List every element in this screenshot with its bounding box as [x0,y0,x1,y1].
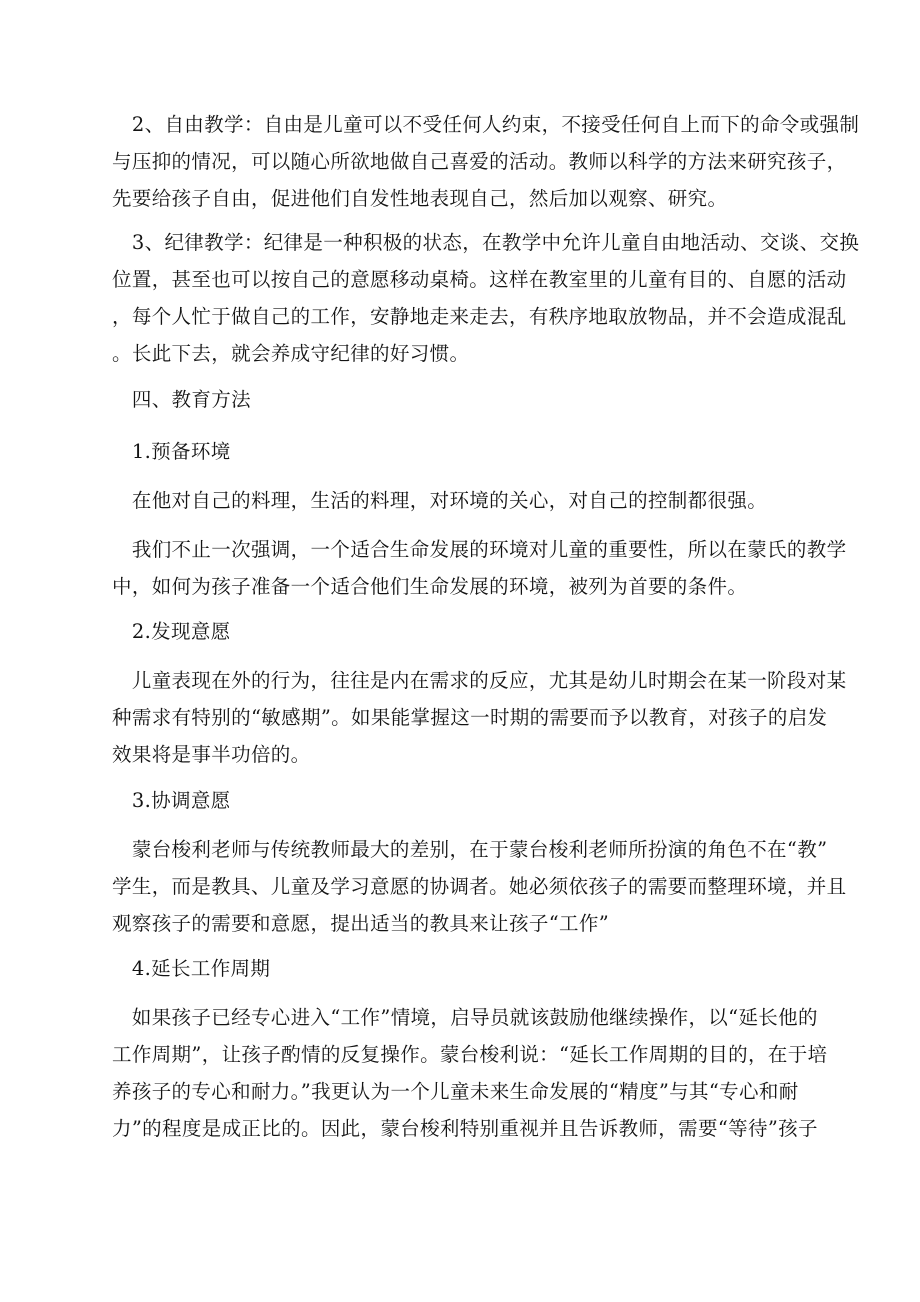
paragraph-environment-importance [112,531,847,605]
text-line: 工作周期”，让孩子酌情的反复操作。蒙台梭利说：“延长工作周期的目的，在于培 [112,1043,828,1066]
text-line: 与压抑的情况，可以随心所欲地做自己喜爱的活动。教师以科学的方法来研究孩子， [112,150,847,173]
paragraph-self-care [112,482,812,519]
text-line: 儿童表现在外的行为，往往是内在需求的反应，尤其是幼儿时期会在某一阶段对某 [112,669,847,692]
text-line: 2.发现意愿 [112,620,231,643]
text-line: 中，如何为孩子准备一个适合他们生命发展的环境，被列为首要的条件。 [112,575,748,598]
subheading-coordinate-willingness [112,782,812,819]
subheading-prepared-environment [112,433,812,470]
text-line: ，每个人忙于做自己的工作，安静地走来走去，有秩序地取放物品，并不会造成混乱 [112,305,847,328]
subheading-extend-work-cycle [112,950,812,987]
text-line: 1.预备环境 [112,440,231,463]
text-line: 效果将是事半功倍的。 [112,743,311,766]
subheading-discover-willingness [112,613,812,650]
text-line: 蒙台梭利老师与传统教师最大的差别，在于蒙台梭利老师所扮演的角色不在“教” [112,838,828,861]
text-line: 种需求有特别的“敏感期”。如果能掌握这一时期的需要而予以教育，对孩子的启发 [112,706,828,729]
text-line: 学生，而是教具、儿童及学习意愿的协调者。她必须依孩子的需要而整理环境，并且 [112,875,847,898]
text-line: 力”的程度是成正比的。因此，蒙台梭利特别重视并且告诉教师，需要“等待”孩子 [112,1117,818,1140]
text-line: 我们不止一次强调，一个适合生命发展的环境对儿童的重要性，所以在蒙氏的教学 [112,538,847,561]
paragraph-discipline-teaching [112,224,860,372]
text-line: 4.延长工作周期 [112,957,271,980]
text-line: 2、自由教学：自由是儿童可以不受任何人约束，不接受任何自上而下的命令或强制 [112,113,860,136]
paragraph-teacher-role [112,831,847,942]
text-line: 3、纪律教学：纪律是一种积极的状态，在教学中允许儿童自由地活动、交谈、交换 [112,231,860,254]
text-line: 观察孩子的需要和意愿，提出适当的教具来让孩子“工作” [112,912,610,935]
text-line: 3.协调意愿 [112,789,231,812]
text-line: 四、教育方法 [112,388,251,411]
section-heading-education-methods [112,381,812,418]
text-line: 。长此下去，就会养成守纪律的好习惯。 [112,342,470,365]
text-line: 位置，甚至也可以按自己的意愿移动桌椅。这样在教室里的儿童有目的、自愿的活动 [112,268,847,291]
paragraph-free-teaching [112,106,860,217]
text-line: 养孩子的专心和耐力。”我更认为一个儿童未来生命发展的“精度”与其“专心和耐 [112,1080,799,1103]
text-line: 先要给孩子自由，促进他们自发性地表现自己，然后加以观察、研究。 [112,187,728,210]
paragraph-work-cycle [112,999,828,1147]
paragraph-sensitive-period [112,662,847,773]
text-line: 如果孩子已经专心进入“工作”情境，启导员就该鼓励他继续操作，以“延长他的 [112,1006,818,1029]
text-line: 在他对自己的料理，生活的料理，对环境的关心，对自己的控制都很强。 [112,489,768,512]
